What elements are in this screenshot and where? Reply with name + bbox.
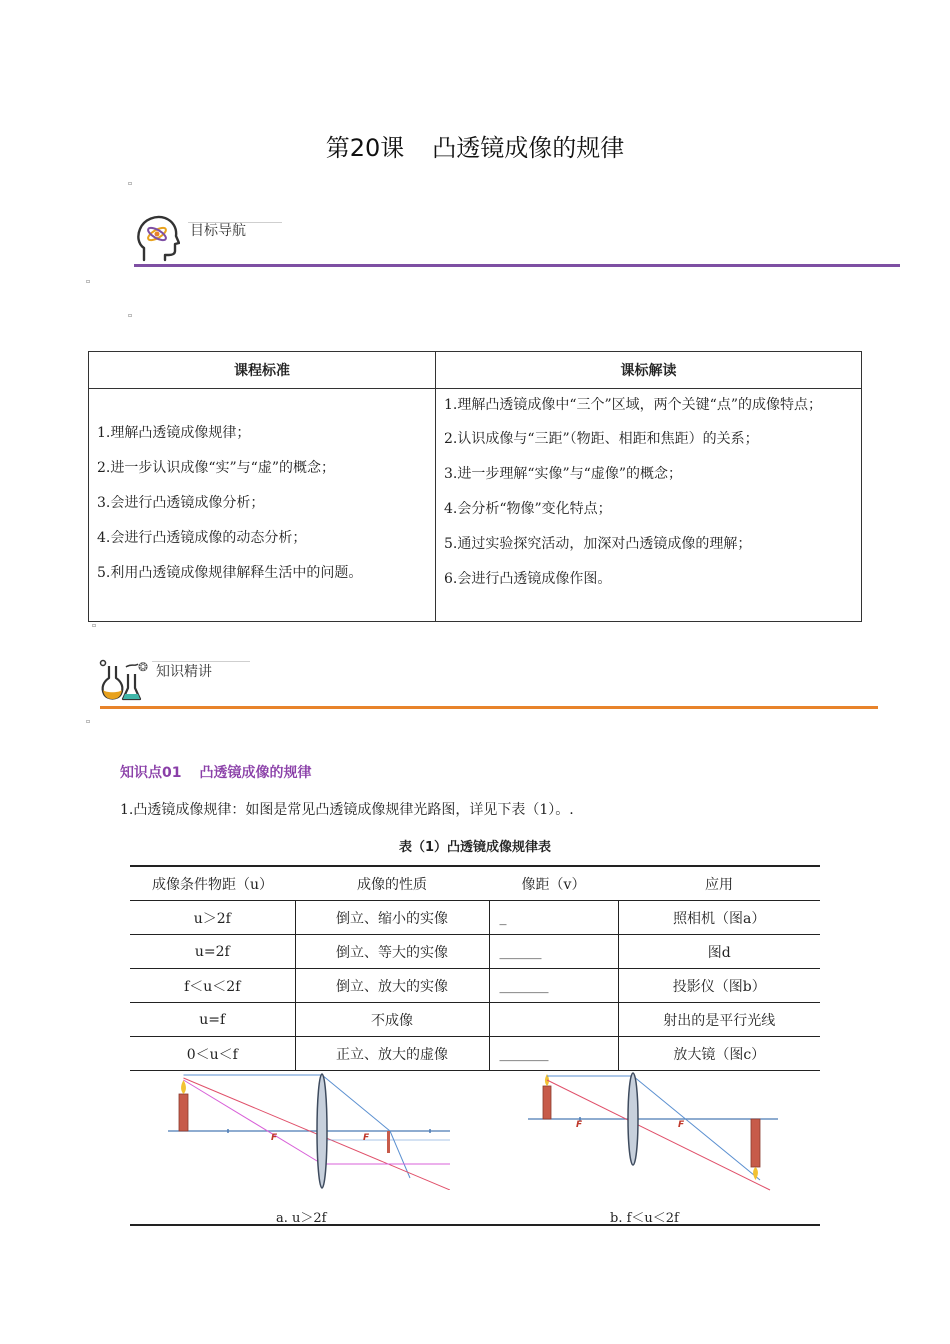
- paragraph-mark: ▫: [86, 718, 91, 725]
- table-caption: 表（1）凸透镜成像规律表: [398, 840, 552, 855]
- table-cell: 0＜u＜f: [130, 1037, 295, 1071]
- table-cell: 倒立、缩小的实像: [295, 901, 489, 935]
- list-item: 5.通过实验探究活动，加深对凸透镜成像的理解；: [444, 536, 752, 552]
- standards-header-left: 课程标准: [89, 352, 436, 389]
- list-item: 3.会进行凸透镜成像分析；: [97, 495, 265, 511]
- standards-table: [88, 351, 862, 622]
- table-cell: 正立、放大的虚像: [295, 1037, 489, 1071]
- table-row: [130, 1037, 820, 1071]
- title-topic: 凸透镜成像的规律: [432, 134, 625, 162]
- table-cell: _______: [489, 1037, 618, 1071]
- knowledge-point-heading: [120, 762, 311, 782]
- list-item: 2.认识成像与“三距”（物距、相距和焦距）的关系；: [444, 431, 759, 447]
- knowledge-point-name: 凸透镜成像的规律: [199, 765, 312, 781]
- knowledge-point-code: 知识点01: [120, 765, 182, 781]
- table-row: [130, 901, 820, 935]
- list-item: 4.会进行凸透镜成像的动态分析；: [97, 530, 307, 546]
- knowledge-divider: [100, 706, 878, 709]
- sparkle-icon: ❂: [138, 660, 149, 674]
- table-row: [130, 935, 820, 969]
- table-cell: _: [489, 901, 618, 935]
- paragraph-mark: ▫: [128, 312, 133, 319]
- standards-right-cell: [436, 389, 862, 622]
- table-cell: u=f: [130, 1003, 295, 1037]
- table-cell: 照相机（图a）: [618, 901, 820, 935]
- table-cell: 放大镜（图c）: [618, 1037, 820, 1071]
- page-title: [0, 128, 950, 163]
- table-cell: 射出的是平行光线: [618, 1003, 820, 1037]
- list-item: 1.理解凸透镜成像规律；: [97, 425, 251, 441]
- focus-label: F: [576, 1120, 583, 1130]
- list-item: 4.会分析“物像”变化特点；: [444, 501, 612, 517]
- table-cell: [489, 1003, 618, 1037]
- column-header: 像距（v）: [489, 866, 618, 901]
- figure-b-caption: b. f＜u＜2f: [610, 1211, 679, 1226]
- column-header: 应用: [618, 866, 820, 901]
- table-cell: _______: [489, 969, 618, 1003]
- section-knowledge-label: 知识精讲: [156, 664, 212, 680]
- standards-header-right: 课标解读: [436, 352, 862, 389]
- list-item: 5.利用凸透镜成像规律解释生活中的问题。: [97, 565, 363, 581]
- head-brain-icon: [136, 214, 180, 264]
- table-cell: ______: [489, 935, 618, 969]
- table-header-row: [130, 866, 820, 901]
- table-row: [130, 1003, 820, 1037]
- table-cell: 投影仪（图b）: [618, 969, 820, 1003]
- table-cell: 倒立、等大的实像: [295, 935, 489, 969]
- column-header: 成像的性质: [295, 866, 489, 901]
- table-cell: u＞2f: [130, 901, 295, 935]
- standards-left-cell: [89, 389, 436, 622]
- title-lesson: 第20课: [325, 134, 405, 162]
- focus-label: F: [271, 1133, 278, 1143]
- table-cell: 不成像: [295, 1003, 489, 1037]
- intro-text: 1.凸透镜成像规律：如图是常见凸透镜成像规律光路图，详见下表（1）。.: [120, 802, 574, 818]
- paragraph-mark: ▫: [86, 278, 91, 285]
- ray-diagram-b: [528, 1072, 778, 1194]
- imaging-rules-table: [130, 865, 820, 1071]
- table-cell: 倒立、放大的实像: [295, 969, 489, 1003]
- table-row: [130, 969, 820, 1003]
- section-goal-label: 目标导航: [190, 223, 246, 239]
- list-item: 2.进一步认识成像“实”与“虚”的概念；: [97, 460, 335, 476]
- paragraph-mark: ▫: [92, 622, 97, 629]
- standards-right-list: [444, 395, 853, 589]
- list-item: 1.理解凸透镜成像中“三个”区域，两个关键“点”的成像特点；: [444, 397, 822, 413]
- list-item: 3.进一步理解“实像”与“虚像”的概念；: [444, 466, 682, 482]
- focus-label: F: [678, 1120, 685, 1130]
- table-cell: f＜u＜2f: [130, 969, 295, 1003]
- focus-label: F: [363, 1133, 370, 1143]
- list-item: 6.会进行凸透镜成像作图。: [444, 571, 612, 587]
- ray-diagram-a: [168, 1072, 450, 1190]
- figure-a-caption: a. u＞2f: [276, 1211, 327, 1226]
- column-header: 成像条件物距（u）: [130, 866, 295, 901]
- goal-divider: [134, 264, 900, 267]
- table-cell: u=2f: [130, 935, 295, 969]
- standards-left-list: [97, 423, 427, 583]
- paragraph-mark: ▫: [128, 180, 133, 187]
- table-cell: 图d: [618, 935, 820, 969]
